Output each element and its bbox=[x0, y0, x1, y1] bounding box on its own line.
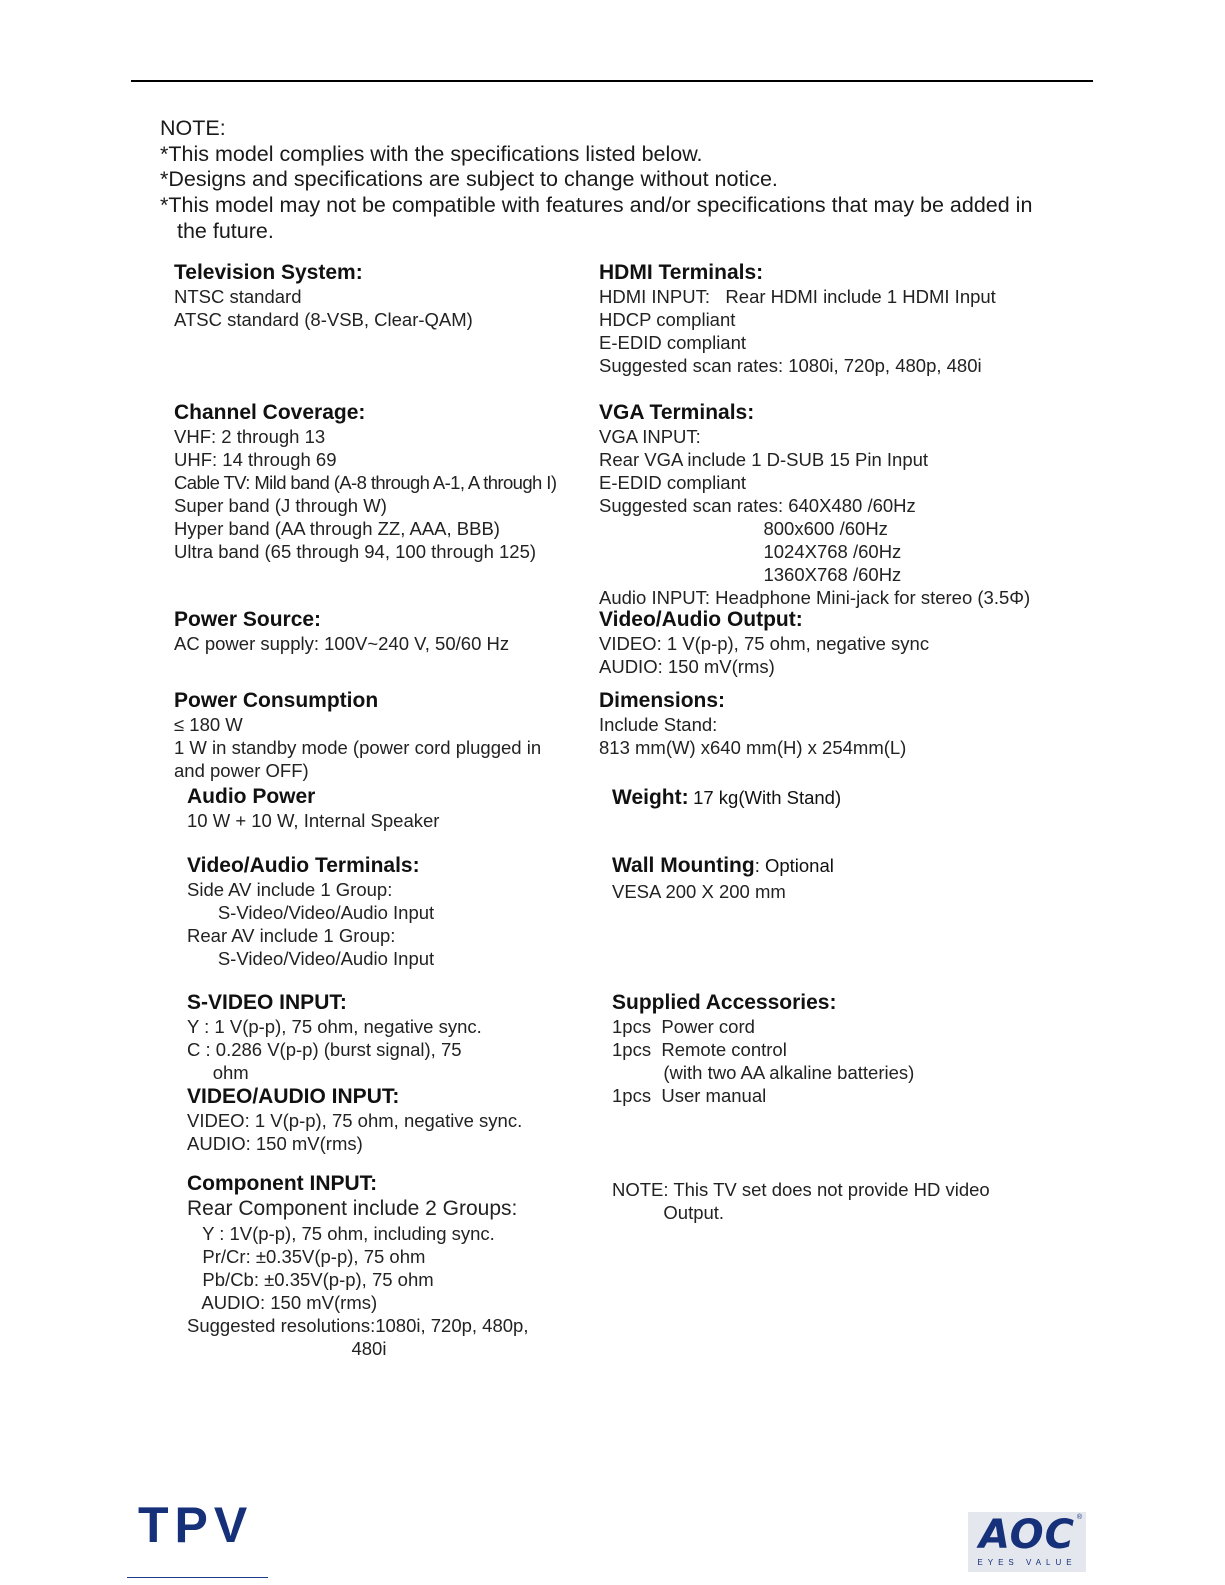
section-title: VIDEO/AUDIO INPUT: bbox=[187, 1085, 400, 1108]
spec-line: Suggested scan rates: 1080i, 720p, 480p, 480i bbox=[599, 355, 982, 376]
aoc-logo-registered: ® bbox=[1076, 1514, 1082, 1521]
section-weight bbox=[612, 786, 841, 810]
spec-line: Ultra band (65 through 94, 100 through 125) bbox=[174, 541, 537, 562]
section-video-audio-input bbox=[187, 1084, 522, 1155]
section-title: Video/Audio Terminals: bbox=[187, 854, 420, 877]
spec-line: VIDEO: 1 V(p-p), 75 ohm, negative sync. bbox=[187, 1110, 523, 1131]
spec-line: Y : 1 V(p-p), 75 ohm, negative sync. bbox=[187, 1016, 482, 1037]
spec-line: ohm bbox=[187, 1062, 249, 1083]
spec-line: Rear VGA include 1 D-SUB 15 Pin Input bbox=[599, 449, 929, 470]
spec-line: VGA INPUT: bbox=[599, 426, 701, 447]
note-line: *This model may not be compatible with features and/or specifications that may be added in bbox=[160, 193, 1033, 218]
spec-line: 1pcs Power cord bbox=[612, 1016, 755, 1037]
header-rule bbox=[131, 80, 1093, 82]
spec-line: VESA 200 X 200 mm bbox=[612, 881, 786, 902]
spec-line: AC power supply: 100V~240 V, 50/60 Hz bbox=[174, 633, 510, 654]
spec-line: 1pcs User manual bbox=[612, 1085, 767, 1106]
section-title: Video/Audio Output: bbox=[599, 608, 803, 631]
spec-line: AUDIO: 150 mV(rms) bbox=[599, 656, 775, 677]
spec-line: 800x600 /60Hz bbox=[599, 518, 888, 539]
aoc-logo-text: AOC bbox=[978, 1512, 1076, 1558]
section-channel-coverage bbox=[174, 400, 556, 563]
tpv-logo bbox=[138, 1502, 268, 1546]
section-video-audio-terminals bbox=[187, 853, 434, 970]
section-power-source bbox=[174, 607, 509, 655]
spec-line: Hyper band (AA through ZZ, AAA, BBB) bbox=[174, 518, 500, 539]
spec-line: 1360X768 /60Hz bbox=[599, 564, 902, 585]
aoc-logo-tagline: EYES VALUE bbox=[977, 1558, 1077, 1567]
section-title: Component INPUT: bbox=[187, 1172, 378, 1195]
aoc-logo bbox=[968, 1512, 1086, 1572]
spec-line: 480i bbox=[187, 1338, 387, 1359]
spec-line: 1pcs Remote control bbox=[612, 1039, 787, 1060]
section-title: Power Source: bbox=[174, 608, 322, 631]
section-hdmi-terminals bbox=[599, 260, 996, 377]
section-title: Wall Mounting bbox=[612, 854, 755, 877]
spec-line: Super band (J through W) bbox=[174, 495, 387, 516]
spec-line: HDCP compliant bbox=[599, 309, 736, 330]
spec-value: 17 kg(With Stand) bbox=[693, 787, 842, 808]
section-power-consumption bbox=[174, 688, 541, 782]
note-line: *Designs and specifications are subject to change without notice. bbox=[160, 167, 778, 192]
spec-line: VHF: 2 through 13 bbox=[174, 426, 326, 447]
spec-line: Output. bbox=[612, 1202, 725, 1223]
spec-line: S-Video/Video/Audio Input bbox=[187, 948, 435, 969]
spec-line: E-EDID compliant bbox=[599, 472, 747, 493]
tpv-underline bbox=[127, 1577, 268, 1578]
note-line: NOTE: bbox=[160, 116, 226, 140]
spec-line: Cable TV: Mild band (A-8 through A-1, A through I) bbox=[174, 472, 557, 493]
spec-line: S-Video/Video/Audio Input bbox=[187, 902, 435, 923]
section-component-input bbox=[187, 1171, 528, 1360]
spec-line: Side AV include 1 Group: bbox=[187, 879, 393, 900]
note-line: *This model complies with the specifications listed below. bbox=[160, 141, 703, 166]
section-title: Weight: bbox=[612, 786, 689, 809]
note-line: the future. bbox=[177, 218, 274, 243]
section-wall-mounting bbox=[612, 853, 834, 903]
section-television-system bbox=[174, 260, 473, 331]
section-s-video-input bbox=[187, 990, 482, 1084]
section-title: Supplied Accessories: bbox=[612, 991, 837, 1014]
spec-line: ≤ 180 W bbox=[174, 714, 243, 735]
spec-line: UHF: 14 through 69 bbox=[174, 449, 337, 470]
spec-line: 1024X768 /60Hz bbox=[599, 541, 902, 562]
section-title: HDMI Terminals: bbox=[599, 261, 764, 284]
spec-line: NOTE: This TV set does not provide HD video bbox=[612, 1179, 990, 1200]
spec-line: Rear AV include 1 Group: bbox=[187, 925, 396, 946]
spec-line: and power OFF) bbox=[174, 760, 309, 781]
spec-line: Pb/Cb: ±0.35V(p-p), 75 ohm bbox=[187, 1269, 434, 1290]
spec-line: Pr/Cr: ±0.35V(p-p), 75 ohm bbox=[187, 1246, 426, 1267]
spec-line: AUDIO: 150 mV(rms) bbox=[187, 1292, 378, 1313]
spec-line: 813 mm(W) x640 mm(H) x 254mm(L) bbox=[599, 737, 907, 758]
general-note bbox=[160, 116, 1090, 245]
section-dimensions bbox=[599, 688, 906, 759]
spec-line: E-EDID compliant bbox=[599, 332, 747, 353]
spec-line: (with two AA alkaline batteries) bbox=[612, 1062, 915, 1083]
section-title: Channel Coverage: bbox=[174, 401, 366, 424]
section-hd-note bbox=[612, 1178, 990, 1224]
spec-line: Include Stand: bbox=[599, 714, 718, 735]
section-title: VGA Terminals: bbox=[599, 401, 755, 424]
spec-line: C : 0.286 V(p-p) (burst signal), 75 bbox=[187, 1039, 462, 1060]
section-title: S-VIDEO INPUT: bbox=[187, 991, 347, 1014]
section-audio-power bbox=[187, 784, 439, 832]
section-title: Television System: bbox=[174, 261, 363, 284]
spec-line: NTSC standard bbox=[174, 286, 302, 307]
spec-line: VIDEO: 1 V(p-p), 75 ohm, negative sync bbox=[599, 633, 930, 654]
section-video-audio-output bbox=[599, 607, 929, 678]
section-title: Audio Power bbox=[187, 785, 316, 808]
spec-line: Audio INPUT: Headphone Mini-jack for stereo (3.5Φ) bbox=[599, 587, 1031, 608]
spec-line: 1 W in standby mode (power cord plugged in bbox=[174, 737, 542, 758]
spec-value: : Optional bbox=[754, 855, 834, 876]
section-title: Dimensions: bbox=[599, 689, 726, 712]
spec-line: Suggested resolutions:1080i, 720p, 480p, bbox=[187, 1315, 529, 1336]
spec-line: HDMI INPUT: Rear HDMI include 1 HDMI Input bbox=[599, 286, 996, 307]
section-supplied-accessories bbox=[612, 990, 914, 1107]
spec-line: AUDIO: 150 mV(rms) bbox=[187, 1133, 363, 1154]
spec-line: ATSC standard (8-VSB, Clear-QAM) bbox=[174, 309, 473, 330]
spec-line: 10 W + 10 W, Internal Speaker bbox=[187, 810, 440, 831]
section-vga-terminals bbox=[599, 400, 1030, 609]
section-subtitle: Rear Component include 2 Groups: bbox=[187, 1197, 518, 1220]
spec-line: Suggested scan rates: 640X480 /60Hz bbox=[599, 495, 916, 516]
spec-line: Y : 1V(p-p), 75 ohm, including sync. bbox=[187, 1223, 495, 1244]
tpv-logo-text: TPV bbox=[138, 1502, 254, 1546]
section-title: Power Consumption bbox=[174, 689, 379, 712]
